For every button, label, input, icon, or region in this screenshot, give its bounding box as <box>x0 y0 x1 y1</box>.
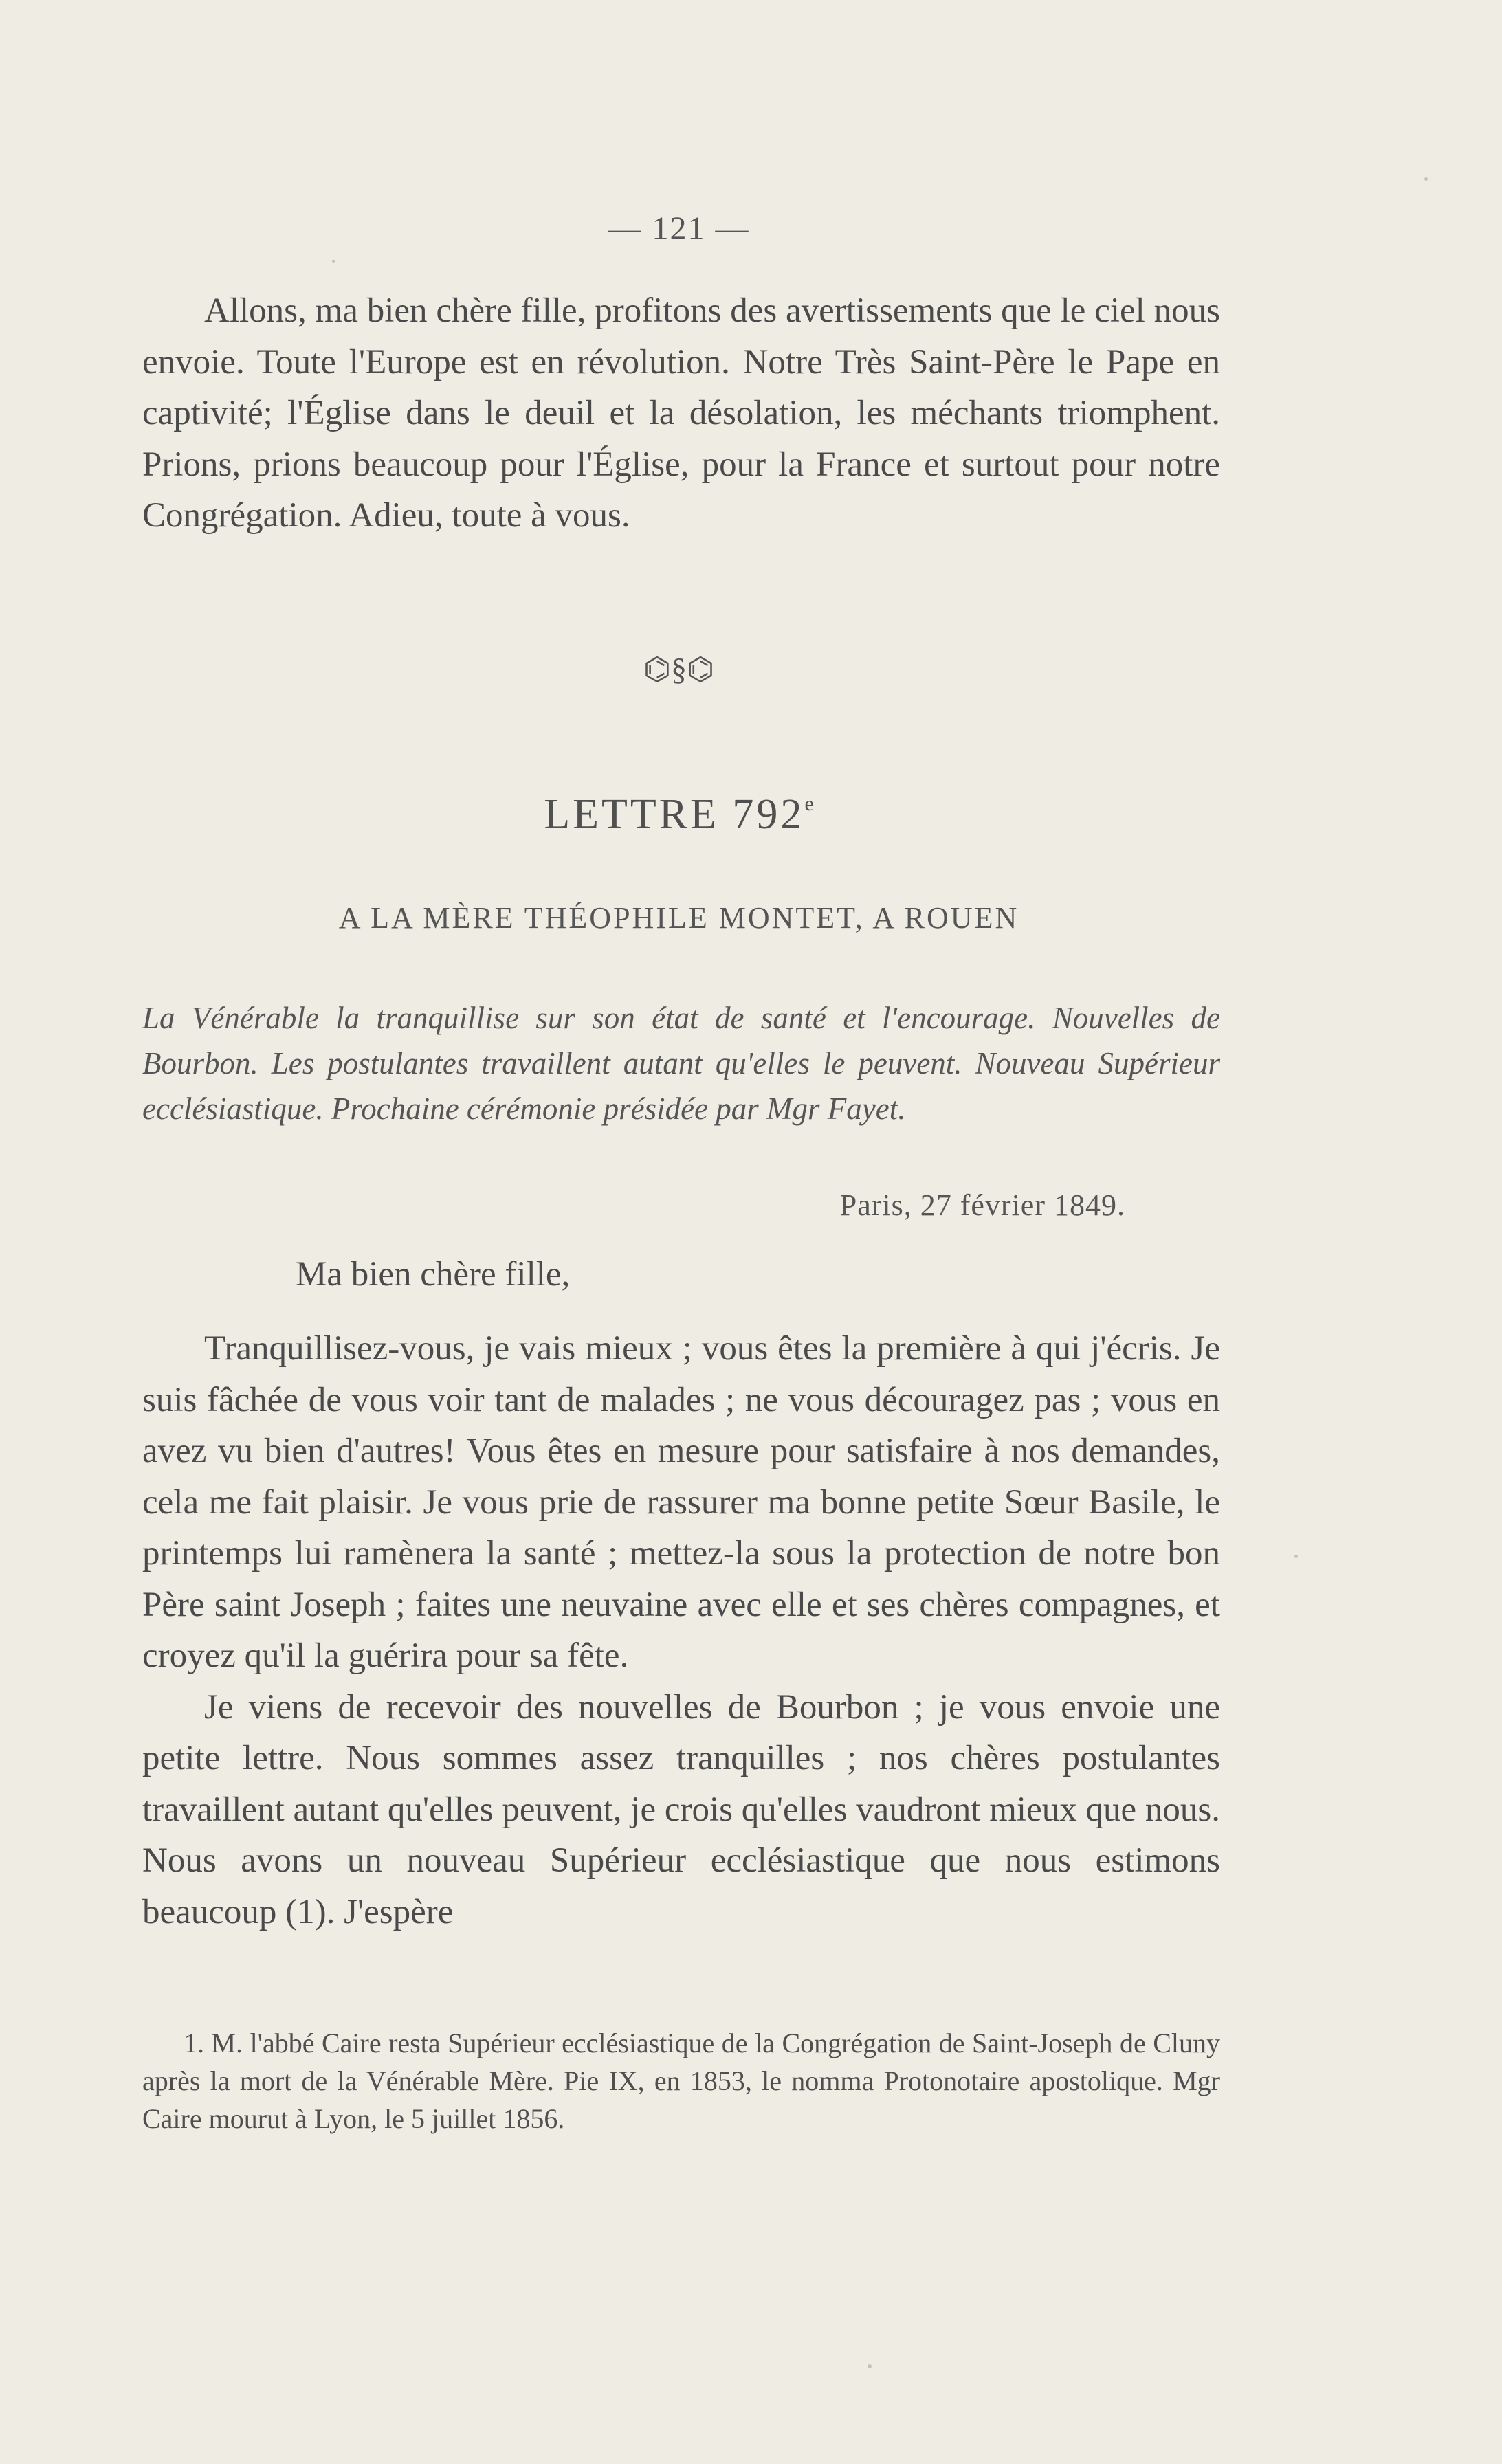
paper-speck <box>1294 1555 1298 1558</box>
paper-speck <box>1424 177 1428 181</box>
opening-paragraph: Allons, ma bien chère fille, profitons des avertissements que le ciel nous envoie. Toute l'Europe est en révolution. Notre Très Saint-Père le Pape en captivité; l'Église dans le deuil et la désolation, les méchants triomphent. Prions, prions beaucoup pour l'Église, pour la France et surtout pour notre Congrégation. Adieu, toute à vous. <box>142 291 1220 535</box>
page-number: — 121 — <box>608 210 750 247</box>
ornament-icon: ⌬§⌬ <box>643 652 715 687</box>
footnote-text: M. l'abbé Caire resta Supérieur ecclésiastique de la Congrégation de Saint-Joseph de Cluny après la mort de la Vénérable Mère. Pie IX, en 1853, le nomma Protonotaire apostolique. Mgr Caire mourut à Lyon, le 5 juillet 1856. <box>142 2028 1221 2134</box>
letter-dateline: Paris, 27 février 1849. <box>839 1188 1125 1222</box>
footnote <box>142 2024 1220 2138</box>
footnote-number: 1. <box>184 2028 204 2058</box>
letter-salutation: Ma bien chère fille, <box>296 1255 571 1294</box>
letter-summary: La Vénérable la tranquillise sur son état de santé et l'encourage. Nouvelles de Bourbon. Les postulantes travaillent autant qu'elles le peuvent. Nouveau Supérieur ecclésiastique. Prochaine cérémonie présidée par Mgr Fayet. <box>142 1001 1220 1126</box>
letter-body <box>142 1323 1220 1938</box>
letter-addressee: A LA MÈRE THÉOPHILE MONTET, A ROUEN <box>338 901 1019 935</box>
letter-title <box>0 790 1358 839</box>
paper-speck <box>868 2364 872 2368</box>
body-paragraph: Tranquillisez-vous, je vais mieux ; vous êtes la première à qui j'écris. Je suis fâchée de vous voir tant de malades ; ne vous découragez pas ; vous en avez vu bien d'autres! Vous êtes en mesure pour satisfaire à nos demandes, cela me fait plaisir. Je vous prie de rassurer ma bonne petite Sœur Basile, le printemps lui ramènera la santé ; mettez-la sous la protection de notre bon Père saint Joseph ; faites une neuvaine avec elle et ses chères compagnes, et croyez qu'il la guérira pour sa fête. <box>142 1329 1220 1675</box>
body-paragraph: Je viens de recevoir des nouvelles de Bourbon ; je vous envoie une petite lettre. Nous sommes assez tranquilles ; nos chères postulantes travaillent autant qu'elles peuvent, je crois qu'elles vaudront mieux que nous. Nous avons un nouveau Supérieur ecclésiastique que nous estimons beaucoup (1). J'espère <box>142 1687 1220 1931</box>
letter-title-text: LETTRE 792 <box>544 791 805 838</box>
letter-title-suffix: e <box>804 792 814 815</box>
paper-speck <box>332 260 335 263</box>
